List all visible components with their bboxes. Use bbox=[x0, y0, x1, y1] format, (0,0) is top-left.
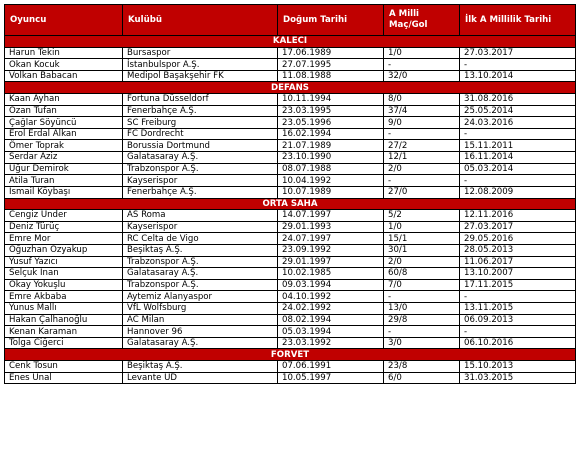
caps-goals-cell: 2/0 bbox=[384, 256, 460, 268]
caps-goals-cell: 13/0 bbox=[384, 303, 460, 315]
birth-date-cell: 08.07.1988 bbox=[278, 163, 384, 175]
club-cell: Hannover 96 bbox=[123, 326, 278, 338]
caps-goals-cell: - bbox=[384, 59, 460, 71]
caps-goals-cell: 23/8 bbox=[384, 361, 460, 373]
table-row bbox=[5, 140, 576, 152]
player-name-cell: Tolga Ciğerci bbox=[5, 337, 123, 349]
caps-goals-cell: - bbox=[384, 291, 460, 303]
header-birth-date: Doğum Tarihi bbox=[278, 5, 384, 36]
birth-date-cell: 27.07.1995 bbox=[278, 59, 384, 71]
club-cell: Aytemiz Alanyaspor bbox=[123, 291, 278, 303]
player-name-cell: Yunus Mallı bbox=[5, 303, 123, 315]
birth-date-cell: 10.04.1992 bbox=[278, 175, 384, 187]
table-row bbox=[5, 268, 576, 280]
club-cell: Galatasaray A.Ş. bbox=[123, 268, 278, 280]
table-row bbox=[5, 221, 576, 233]
table-row bbox=[5, 361, 576, 373]
caps-goals-cell: 1/0 bbox=[384, 221, 460, 233]
table-row bbox=[5, 105, 576, 117]
table-row bbox=[5, 128, 576, 140]
player-name-cell: Ömer Toprak bbox=[5, 140, 123, 152]
squad-table bbox=[4, 4, 576, 384]
header-player: Oyuncu bbox=[5, 5, 123, 36]
player-name-cell: Çağlar Söyüncü bbox=[5, 117, 123, 129]
table-row bbox=[5, 233, 576, 245]
first-cap-date-cell: - bbox=[460, 59, 576, 71]
birth-date-cell: 11.08.1988 bbox=[278, 70, 384, 82]
header-row bbox=[5, 5, 576, 36]
section-row bbox=[5, 349, 576, 361]
birth-date-cell: 23.10.1990 bbox=[278, 152, 384, 164]
club-cell: Trabzonspor A.Ş. bbox=[123, 163, 278, 175]
section-row bbox=[5, 36, 576, 48]
birth-date-cell: 05.03.1994 bbox=[278, 326, 384, 338]
birth-date-cell: 07.06.1991 bbox=[278, 361, 384, 373]
birth-date-cell: 29.01.1993 bbox=[278, 221, 384, 233]
club-cell: İstanbulspor A.Ş. bbox=[123, 59, 278, 71]
table-row bbox=[5, 326, 576, 338]
table-row bbox=[5, 163, 576, 175]
club-cell: Trabzonspor A.Ş. bbox=[123, 256, 278, 268]
birth-date-cell: 23.03.1995 bbox=[278, 105, 384, 117]
club-cell: SC Freiburg bbox=[123, 117, 278, 129]
caps-goals-cell: 9/0 bbox=[384, 117, 460, 129]
caps-goals-cell: 27/2 bbox=[384, 140, 460, 152]
section-row bbox=[5, 82, 576, 94]
birth-date-cell: 14.07.1997 bbox=[278, 210, 384, 222]
table-row bbox=[5, 244, 576, 256]
table-row bbox=[5, 210, 576, 222]
player-name-cell: Harun Tekin bbox=[5, 47, 123, 59]
table-row bbox=[5, 70, 576, 82]
club-cell: FC Dordrecht bbox=[123, 128, 278, 140]
first-cap-date-cell: 31.08.2016 bbox=[460, 94, 576, 106]
table-row bbox=[5, 47, 576, 59]
birth-date-cell: 10.07.1989 bbox=[278, 186, 384, 198]
first-cap-date-cell: 24.03.2016 bbox=[460, 117, 576, 129]
club-cell: Trabzonspor A.Ş. bbox=[123, 279, 278, 291]
caps-goals-cell: 7/0 bbox=[384, 279, 460, 291]
first-cap-date-cell: - bbox=[460, 291, 576, 303]
player-name-cell: Kenan Karaman bbox=[5, 326, 123, 338]
first-cap-date-cell: 15.10.2013 bbox=[460, 361, 576, 373]
first-cap-date-cell: 06.10.2016 bbox=[460, 337, 576, 349]
club-cell: Bursaspor bbox=[123, 47, 278, 59]
table-row bbox=[5, 186, 576, 198]
club-cell: Kayserispor bbox=[123, 175, 278, 187]
club-cell: Levante UD bbox=[123, 372, 278, 384]
club-cell: Medipol Başakşehir FK bbox=[123, 70, 278, 82]
table-row bbox=[5, 291, 576, 303]
birth-date-cell: 23.05.1996 bbox=[278, 117, 384, 129]
club-cell: Fenerbahçe A.Ş. bbox=[123, 105, 278, 117]
first-cap-date-cell: - bbox=[460, 175, 576, 187]
table-row bbox=[5, 175, 576, 187]
birth-date-cell: 23.03.1992 bbox=[278, 337, 384, 349]
birth-date-cell: 09.03.1994 bbox=[278, 279, 384, 291]
birth-date-cell: 24.07.1997 bbox=[278, 233, 384, 245]
header-caps-goals-line1: A Milli bbox=[389, 9, 419, 19]
first-cap-date-cell: 13.10.2014 bbox=[460, 70, 576, 82]
club-cell: VfL Wolfsburg bbox=[123, 303, 278, 315]
squad-table-container bbox=[4, 4, 576, 384]
first-cap-date-cell: 11.06.2017 bbox=[460, 256, 576, 268]
caps-goals-cell: 29/8 bbox=[384, 314, 460, 326]
caps-goals-cell: 30/1 bbox=[384, 244, 460, 256]
first-cap-date-cell: 29.05.2016 bbox=[460, 233, 576, 245]
club-cell: Beşiktaş A.Ş. bbox=[123, 361, 278, 373]
first-cap-date-cell: 31.03.2015 bbox=[460, 372, 576, 384]
header-caps-goals-line2: Maç/Gol bbox=[389, 20, 428, 30]
header-first-cap-date: İlk A Millilik Tarihi bbox=[460, 5, 576, 36]
club-cell: Fortuna Düsseldorf bbox=[123, 94, 278, 106]
table-row bbox=[5, 59, 576, 71]
first-cap-date-cell: 15.11.2011 bbox=[460, 140, 576, 152]
table-row bbox=[5, 337, 576, 349]
table-row bbox=[5, 303, 576, 315]
club-cell: AS Roma bbox=[123, 210, 278, 222]
birth-date-cell: 10.11.1994 bbox=[278, 94, 384, 106]
caps-goals-cell: 1/0 bbox=[384, 47, 460, 59]
player-name-cell: Yusuf Yazıcı bbox=[5, 256, 123, 268]
birth-date-cell: 23.09.1992 bbox=[278, 244, 384, 256]
caps-goals-cell: 8/0 bbox=[384, 94, 460, 106]
caps-goals-cell: 27/0 bbox=[384, 186, 460, 198]
section-title: DEFANS bbox=[5, 82, 576, 94]
section-title: KALECİ bbox=[5, 36, 576, 48]
caps-goals-cell: 12/1 bbox=[384, 152, 460, 164]
caps-goals-cell: 3/0 bbox=[384, 337, 460, 349]
section-title: ORTA SAHA bbox=[5, 198, 576, 210]
first-cap-date-cell: 27.03.2017 bbox=[460, 221, 576, 233]
birth-date-cell: 10.02.1985 bbox=[278, 268, 384, 280]
club-cell: RC Celta de Vigo bbox=[123, 233, 278, 245]
player-name-cell: Atila Turan bbox=[5, 175, 123, 187]
table-row bbox=[5, 152, 576, 164]
player-name-cell: İsmail Köybaşı bbox=[5, 186, 123, 198]
first-cap-date-cell: 06.09.2013 bbox=[460, 314, 576, 326]
caps-goals-cell: 15/1 bbox=[384, 233, 460, 245]
table-row bbox=[5, 117, 576, 129]
player-name-cell: Oğuzhan Özyakup bbox=[5, 244, 123, 256]
caps-goals-cell: 37/4 bbox=[384, 105, 460, 117]
caps-goals-cell: 2/0 bbox=[384, 163, 460, 175]
player-name-cell: Okay Yokuşlu bbox=[5, 279, 123, 291]
player-name-cell: Selçuk İnan bbox=[5, 268, 123, 280]
table-row bbox=[5, 94, 576, 106]
table-body bbox=[5, 36, 576, 384]
table-row bbox=[5, 256, 576, 268]
club-cell: Kayserispor bbox=[123, 221, 278, 233]
club-cell: Borussia Dortmund bbox=[123, 140, 278, 152]
birth-date-cell: 10.05.1997 bbox=[278, 372, 384, 384]
birth-date-cell: 16.02.1994 bbox=[278, 128, 384, 140]
club-cell: Galatasaray A.Ş. bbox=[123, 152, 278, 164]
player-name-cell: Uğur Demirok bbox=[5, 163, 123, 175]
first-cap-date-cell: 25.05.2014 bbox=[460, 105, 576, 117]
player-name-cell: Enes Ünal bbox=[5, 372, 123, 384]
first-cap-date-cell: 28.05.2013 bbox=[460, 244, 576, 256]
caps-goals-cell: 5/2 bbox=[384, 210, 460, 222]
first-cap-date-cell: 16.11.2014 bbox=[460, 152, 576, 164]
first-cap-date-cell: 13.11.2015 bbox=[460, 303, 576, 315]
player-name-cell: Deniz Türüç bbox=[5, 221, 123, 233]
caps-goals-cell: - bbox=[384, 175, 460, 187]
player-name-cell: Emre Mor bbox=[5, 233, 123, 245]
club-cell: AC Milan bbox=[123, 314, 278, 326]
birth-date-cell: 17.06.1989 bbox=[278, 47, 384, 59]
player-name-cell: Volkan Babacan bbox=[5, 70, 123, 82]
player-name-cell: Okan Kocuk bbox=[5, 59, 123, 71]
first-cap-date-cell: - bbox=[460, 128, 576, 140]
birth-date-cell: 21.07.1989 bbox=[278, 140, 384, 152]
player-name-cell: Kaan Ayhan bbox=[5, 94, 123, 106]
caps-goals-cell: 32/0 bbox=[384, 70, 460, 82]
first-cap-date-cell: 17.11.2015 bbox=[460, 279, 576, 291]
player-name-cell: Erol Erdal Alkan bbox=[5, 128, 123, 140]
first-cap-date-cell: 12.11.2016 bbox=[460, 210, 576, 222]
player-name-cell: Hakan Çalhanoğlu bbox=[5, 314, 123, 326]
caps-goals-cell: - bbox=[384, 326, 460, 338]
player-name-cell: Emre Akbaba bbox=[5, 291, 123, 303]
birth-date-cell: 08.02.1994 bbox=[278, 314, 384, 326]
club-cell: Fenerbahçe A.Ş. bbox=[123, 186, 278, 198]
first-cap-date-cell: 27.03.2017 bbox=[460, 47, 576, 59]
section-row bbox=[5, 198, 576, 210]
player-name-cell: Serdar Aziz bbox=[5, 152, 123, 164]
player-name-cell: Ozan Tufan bbox=[5, 105, 123, 117]
birth-date-cell: 04.10.1992 bbox=[278, 291, 384, 303]
first-cap-date-cell: 12.08.2009 bbox=[460, 186, 576, 198]
header-caps-goals bbox=[384, 5, 460, 36]
caps-goals-cell: 60/8 bbox=[384, 268, 460, 280]
caps-goals-cell: - bbox=[384, 128, 460, 140]
caps-goals-cell: 6/0 bbox=[384, 372, 460, 384]
birth-date-cell: 24.02.1992 bbox=[278, 303, 384, 315]
player-name-cell: Cenk Tosun bbox=[5, 361, 123, 373]
first-cap-date-cell: 13.10.2007 bbox=[460, 268, 576, 280]
section-title: FORVET bbox=[5, 349, 576, 361]
header-club: Kulübü bbox=[123, 5, 278, 36]
birth-date-cell: 29.01.1997 bbox=[278, 256, 384, 268]
club-cell: Beşiktaş A.Ş. bbox=[123, 244, 278, 256]
table-row bbox=[5, 314, 576, 326]
table-row bbox=[5, 372, 576, 384]
table-row bbox=[5, 279, 576, 291]
first-cap-date-cell: 05.03.2014 bbox=[460, 163, 576, 175]
club-cell: Galatasaray A.Ş. bbox=[123, 337, 278, 349]
player-name-cell: Cengiz Ünder bbox=[5, 210, 123, 222]
first-cap-date-cell: - bbox=[460, 326, 576, 338]
